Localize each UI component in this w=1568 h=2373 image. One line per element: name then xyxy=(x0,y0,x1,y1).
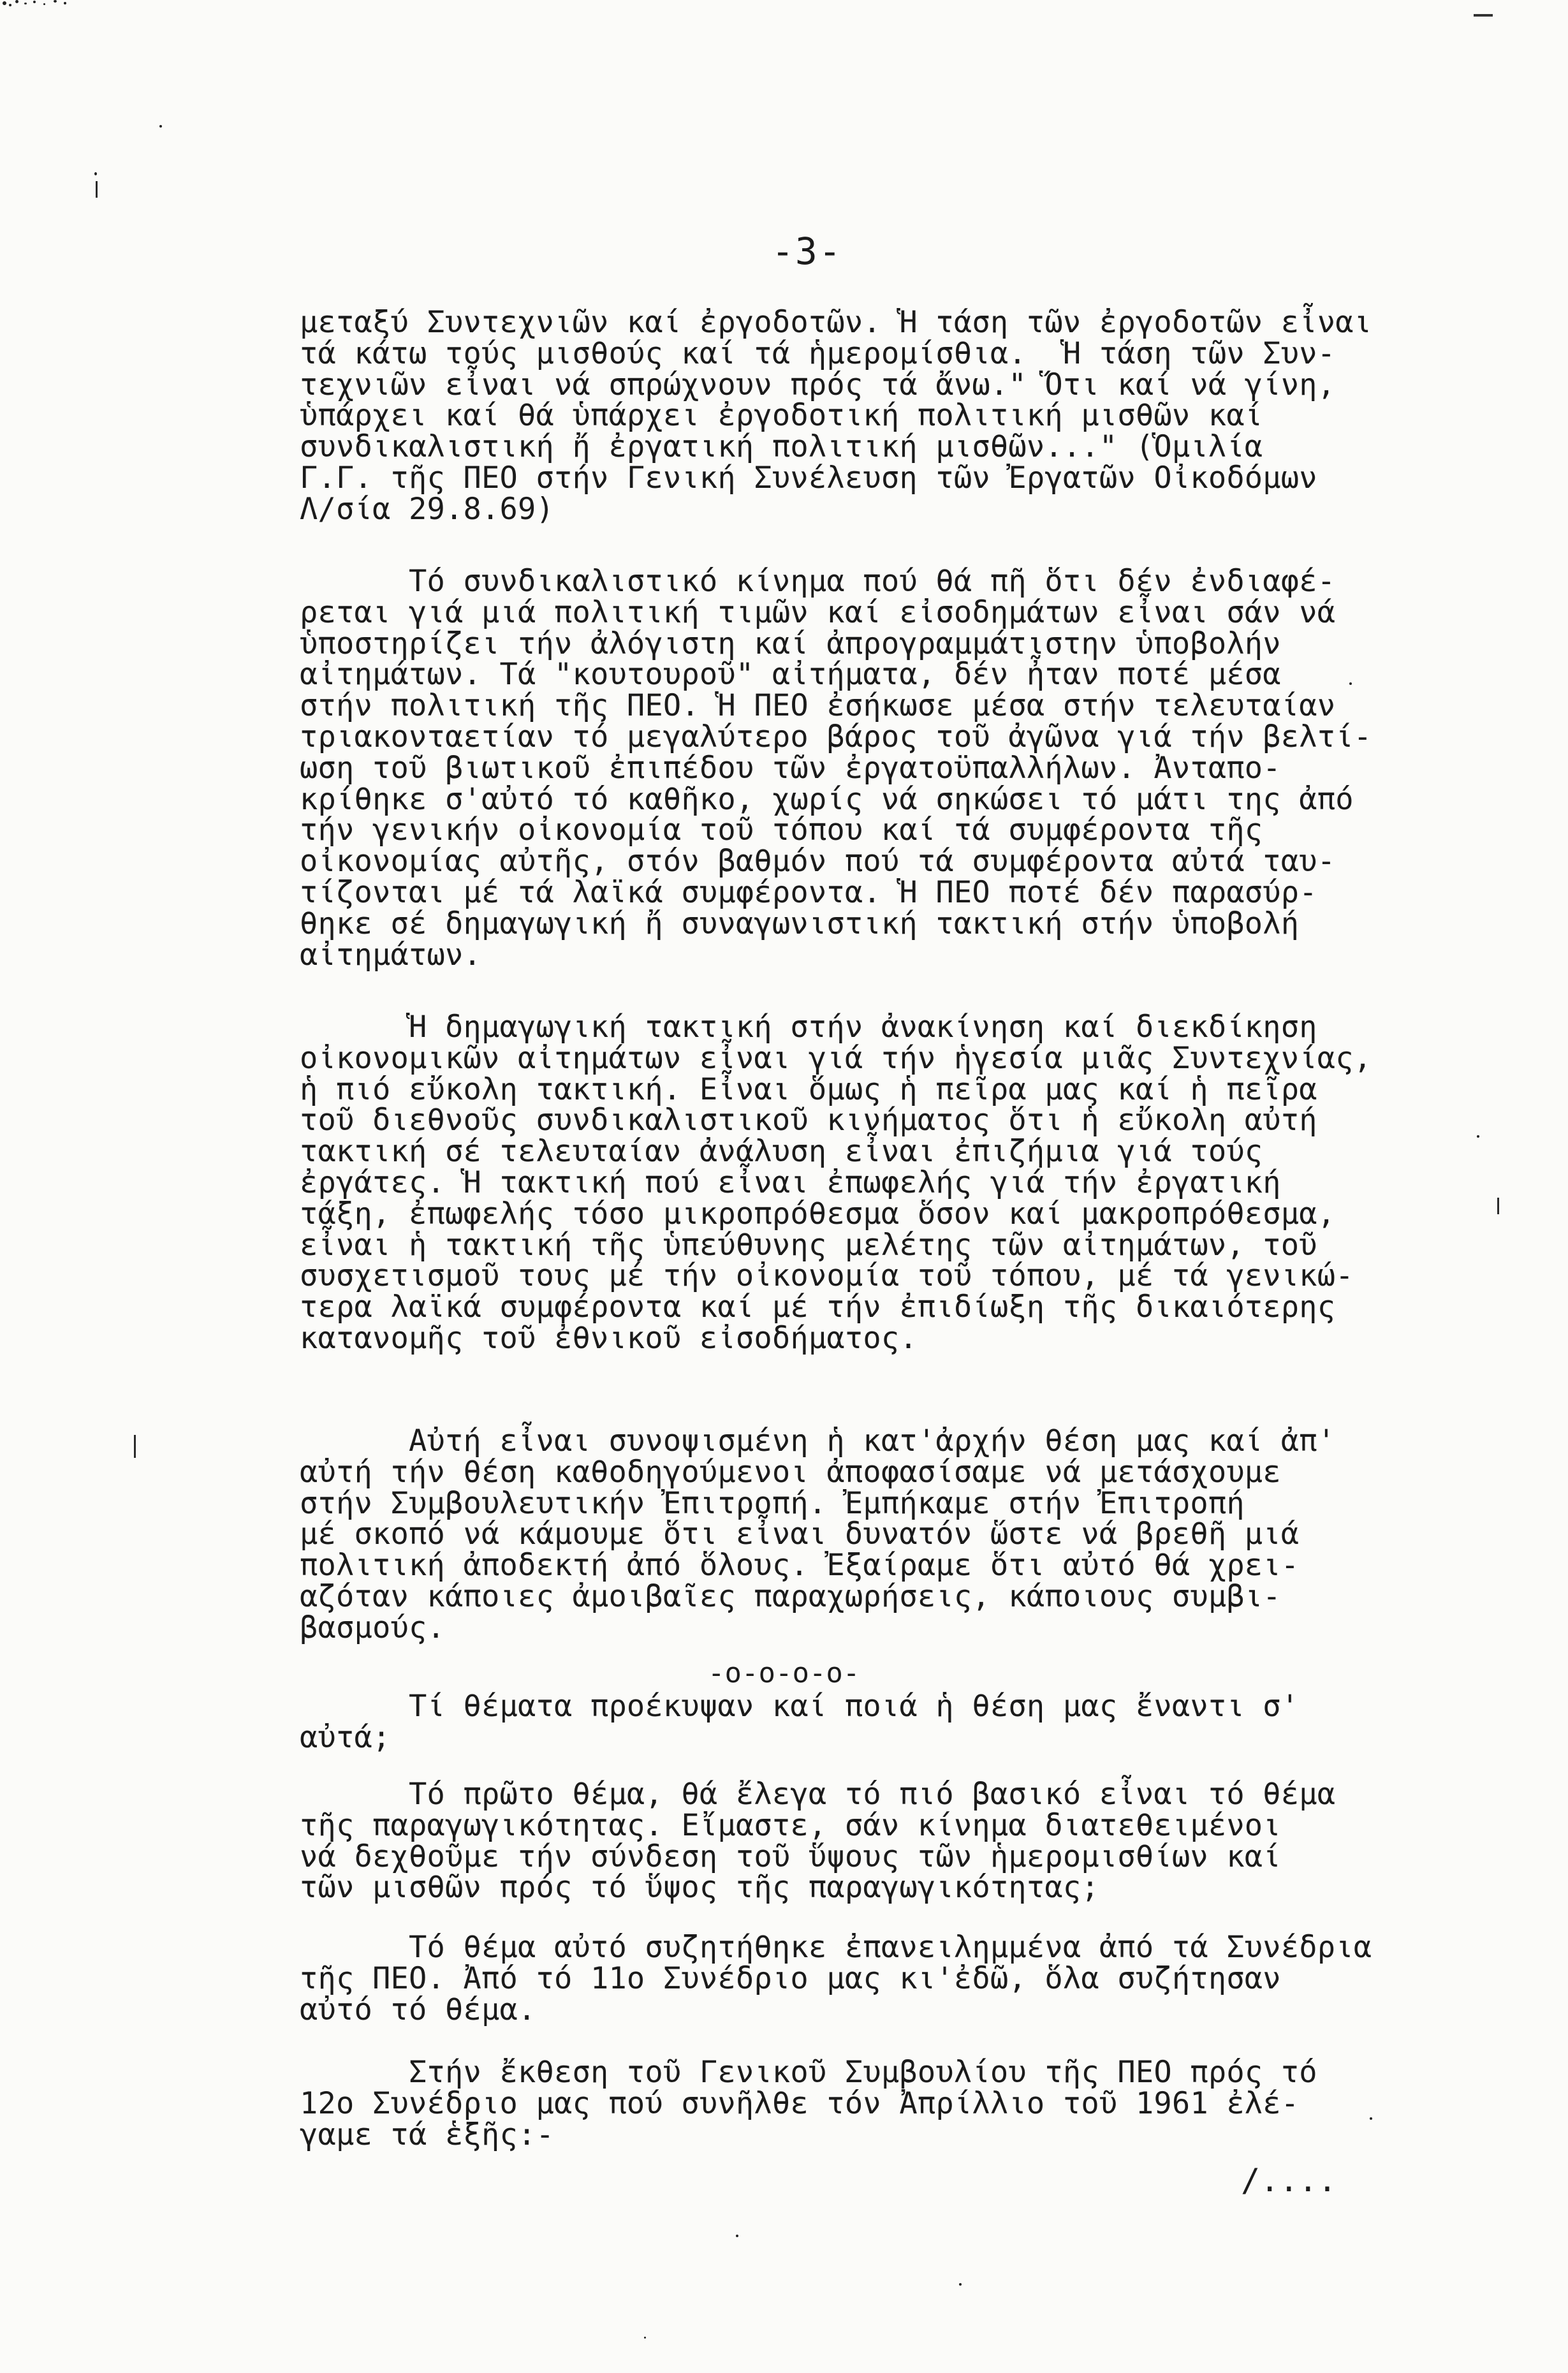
paragraph-report-reference: Στήν ἔκθεση τοῦ Γενικοῦ Συμβουλίου τῆς ΠΕΟ πρός τό 12ο Συνέδριο μας πού συνῆλθε τόν Ἀπρίλλιο τοῦ 1961 ἐλέ- γαμε τά ἑξῆς:- xyxy=(300,2055,1317,2152)
scan-speck xyxy=(159,125,162,128)
scan-speck xyxy=(959,2283,962,2286)
paragraph-productivity: Τό πρῶτο θέμα, θά ἔλεγα τό πιό βασικό εἶναι τό θέμα τῆς παραγωγικότητας. Εἴμαστε, σάν κίνημα διατεθειμένοι νά δεχθοῦμε τήν σύνδεση τοῦ ὕψους τῶν ἡμερομισθίων καί τῶν μισθῶν πρός τό ὕψος τῆς παραγωγικότητας; xyxy=(300,1777,1336,1906)
paragraph-quote-continuation: μεταξύ Συντεχνιῶν καί ἐργοδοτῶν. Ἡ τάση τῶν ἐργοδοτῶν εἶναι τά κάτω τούς μισθούς καί τά ἡμερομίσθια. Ἡ τάση τῶν Συν- τεχνιῶν εἶναι νά σπρώχνουν πρός τά ἄνω." Ὅτι καί νά γίνη, ὑπάρχει καί θά ὑπάρχει ἐργοδοτική πολιτική μισθῶν καί συνδικαλιστική ἤ ἐργατική πολιτική μισθῶν..." (Ὁμιλία Γ.Γ. τῆς ΠΕΟ στήν Γενική Συνέλευση τῶν Ἐργατῶν Οἰκοδόμων Λ/σία 29.8.69) xyxy=(300,305,1372,527)
scan-speck xyxy=(736,2235,738,2237)
paragraph-position-summary: Αὐτή εἶναι συνοψισμένη ἡ κατ'ἀρχήν θέση μας καί ἀπ' αὐτή τήν θέση καθοδηγούμενοι ἀποφασίσαμε νά μετάσχουμε στήν Συμβουλευτικήν Ἐπιτροπή. Ἐμπήκαμε στήν Ἐπιτροπή μέ σκοπό νά κάμουμε ὅτι εἶναι δυνατόν ὥστε νά βρεθῆ μιά πολιτική ἀποδεκτή ἀπό ὅλους. Ἐξαίραμε ὅτι αὐτό θά χρει- αζόταν κάποιες ἀμοιβαῖες παραχωρήσεις, κάποιους συμβι- βασμούς. xyxy=(300,1423,1336,1645)
scan-speck xyxy=(3,1,6,5)
scan-speck xyxy=(15,0,18,3)
scan-speck xyxy=(54,0,57,3)
scan-speck xyxy=(43,3,45,5)
scan-speck xyxy=(94,172,97,175)
continuation-mark: /.... xyxy=(1241,2162,1337,2199)
scan-speck xyxy=(33,1,36,3)
paragraph-congress-discussion: Τό θέμα αὐτό συζητήθηκε ἐπανειλημμένα ἀπό τά Συνέδρια τῆς ΠΕΟ. Ἀπό τό 11ο Συνέδριο μας κι'ἐδῶ, ὅλα συζήτησαν αὐτό τό θέμα. xyxy=(300,1930,1372,2027)
scan-speck xyxy=(644,2337,646,2339)
margin-mark xyxy=(1497,1198,1499,1214)
margin-mark xyxy=(134,1435,136,1458)
section-divider: -o-o-o-o- xyxy=(708,1657,860,1689)
paragraph-demagogic-tactics: Ἡ δημαγωγική τακτική στήν ἀνακίνηση καί διεκδίκηση οἰκονομικῶν αἰτημάτων εἶναι γιά τήν ἡγεσία μιᾶς Συντεχνίας, ἡ πιό εὔκολη τακτική. Εἶναι ὅμως ἡ πεῖρα μας καί ἡ πεῖρα τοῦ διεθνοῦς συνδικαλιστικοῦ κινήματος ὅτι ἡ εὔκολη αὐτή τακτική σέ τελευταίαν ἀνάλυση εἶναι ἐπιζήμια γιά τούς ἐργάτες. Ἡ τακτική πού εἶναι ἐπωφελής γιά τήν ἐργατική τάξη, ἐπωφελής τόσο μικροπρόθεσμα ὅσον καί μακροπρόθεσμα, εἶναι ἡ τακτική τῆς ὑπεύθυνης μελέτης τῶν αἰτημάτων, τοῦ συσχετισμοῦ τους μέ τήν οἰκονομία τοῦ τόπου, μέ τά γενικώ- τερα λαϊκά συμφέροντα καί μέ τήν ἐπιδίωξη τῆς δικαιότερης κατανομῆς τοῦ ἐθνικοῦ εἰσοδήματος. xyxy=(300,1010,1372,1356)
scan-speck xyxy=(24,3,27,4)
scan-speck xyxy=(9,4,11,6)
scan-speck xyxy=(1477,1135,1479,1138)
page-number: -3- xyxy=(772,230,842,273)
paragraph-union-movement: Τό συνδικαλιστικό κίνημα πού θά πῆ ὅτι δέν ἐνδιαφέ- ρεται γιά μιά πολιτική τιμῶν καί εἰσοδημάτων εἶναι σάν νά ὑποστηρίζει τήν ἀλόγιστη καί ἀπρογραμμάτιστην ὑποβολήν αἰτημάτων. Τά "κουτουροῦ" αἰτήματα, δέν ἦταν ποτέ μέσα στήν πολιτική τῆς ΠΕΟ. Ἡ ΠΕΟ ἐσήκωσε μέσα στήν τελευταίαν τριακονταετίαν τό μεγαλύτερο βάρος τοῦ ἀγῶνα γιά τήν βελτί- ωση τοῦ βιωτικοῦ ἐπιπέδου τῶν ἐργατοϋπαλλήλων. Ἀνταπο- κρίθηκε σ'αὐτό τό καθῆκο, χωρίς νά σηκώσει τό μάτι της ἀπό τήν γενικήν οἰκονομία τοῦ τόπου καί τά συμφέροντα τῆς οἰκονομίας αὐτῆς, στόν βαθμόν πού τά συμφέροντα αὐτά ταυ- τίζονται μέ τά λαϊκά συμφέροντα. Ἡ ΠΕΟ ποτέ δέν παρασύρ- θηκε σέ δημαγωγική ἤ συναγωνιστική τακτική στήν ὑποβολή αἰτημάτων. xyxy=(300,564,1372,973)
edge-mark xyxy=(1474,14,1493,17)
paragraph-question: Τί θέματα προέκυψαν καί ποιά ἡ θέση μας ἔναντι σ' αὐτά; xyxy=(300,1689,1300,1755)
scan-speck xyxy=(64,2,66,4)
margin-mark xyxy=(96,181,98,198)
